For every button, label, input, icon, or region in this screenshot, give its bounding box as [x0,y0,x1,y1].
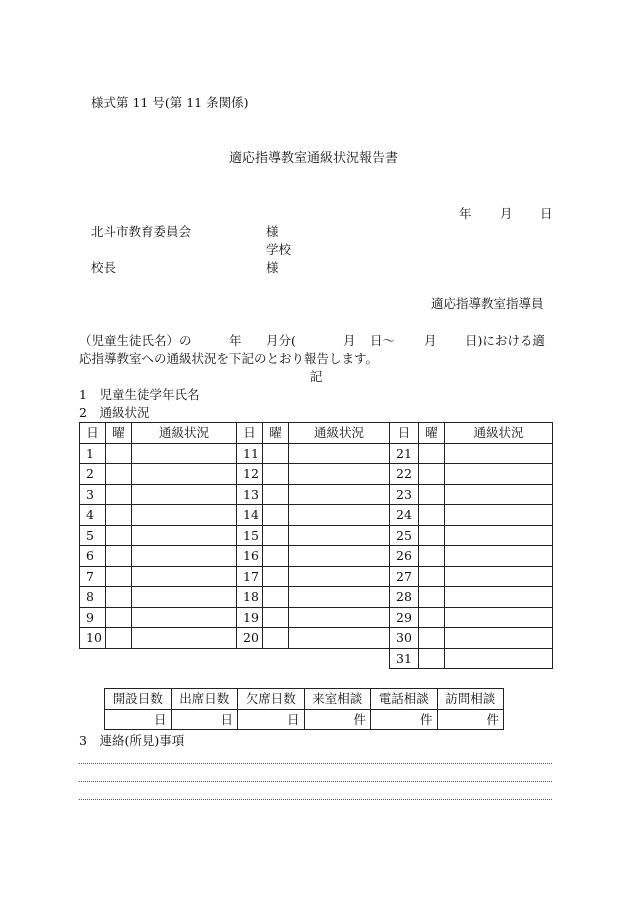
status-cell [445,546,553,567]
absence-days-value: 日 [238,709,305,730]
attendance-table [79,422,553,669]
principal-label: 校長 [91,260,117,275]
day-number: 10 [80,628,106,649]
attendance-row [80,628,553,649]
notes-line [79,781,552,782]
status-cell [445,484,553,505]
attendance-row [80,566,553,587]
status-cell [445,628,553,649]
day-number: 18 [237,587,263,608]
attendance-row [80,525,553,546]
day-number: 26 [390,546,419,567]
status-header: 通級状況 [132,423,237,444]
section-3-heading: 3 連絡(所見)事項 [79,733,185,748]
day-number: 2 [80,464,106,485]
attendance-row [80,484,553,505]
status-cell [132,443,237,464]
status-cell [132,484,237,505]
weekday-cell [419,484,445,505]
weekday-cell [106,464,132,485]
weekday-cell [419,546,445,567]
day-number: 1 [80,443,106,464]
body-day-end: 日)における適 [465,333,545,348]
day-number: 14 [237,505,263,526]
weekday-cell [419,464,445,485]
status-cell [445,525,553,546]
weekday-cell [106,546,132,567]
weekday-cell [263,505,289,526]
day-number: 5 [80,525,106,546]
blank-cell [80,648,390,669]
day-number: 13 [237,484,263,505]
day-number: 30 [390,628,419,649]
status-cell [132,607,237,628]
status-cell [289,546,390,567]
section-2-heading: 2 通級状況 [79,405,150,420]
status-cell [289,464,390,485]
ki-label: 記 [310,369,323,384]
status-cell [289,628,390,649]
day-number: 8 [80,587,106,608]
sender-title: 適応指導教室指導員 [431,296,544,311]
day-number: 31 [390,648,419,669]
section-1-heading: 1 児童生徒学年氏名 [79,387,200,402]
attendance-header-row [80,423,553,444]
day-number: 4 [80,505,106,526]
day-number: 19 [237,607,263,628]
status-cell [289,443,390,464]
absence-days-header: 欠席日数 [238,689,305,710]
body-month-end: 月 [424,333,437,348]
weekday-header: 曜 [263,423,289,444]
day-number: 7 [80,566,106,587]
weekday-cell [263,525,289,546]
weekday-header: 曜 [106,423,132,444]
weekday-cell [263,566,289,587]
day-number: 15 [237,525,263,546]
status-header: 通級状況 [289,423,390,444]
status-cell [289,566,390,587]
weekday-cell [263,443,289,464]
body-year: 年 [229,333,242,348]
status-cell [132,566,237,587]
status-cell [445,566,553,587]
attendance-row [80,505,553,526]
attendance-row [80,587,553,608]
day-header: 日 [390,423,419,444]
body-line-2: 応指導教室への通級状況を下記のとおり報告します。 [79,351,379,366]
visit-consult-value: 件 [304,709,371,730]
addressee-board: 北斗市教育委員会 [91,224,192,239]
weekday-cell [263,607,289,628]
date-day: 日 [540,206,553,221]
home-visit-header: 訪問相談 [437,689,504,710]
attendance-days-header: 出席日数 [171,689,238,710]
weekday-cell [106,525,132,546]
day-number: 25 [390,525,419,546]
day-number: 20 [237,628,263,649]
status-cell [132,628,237,649]
attendance-row [80,546,553,567]
summary-table [104,688,504,730]
weekday-cell [106,484,132,505]
status-cell [445,505,553,526]
summary-header-row [105,689,504,710]
summary-value-row [105,709,504,730]
weekday-cell [263,587,289,608]
status-cell [132,505,237,526]
attendance-row [80,464,553,485]
status-cell [132,464,237,485]
attendance-days-value: 日 [171,709,238,730]
status-cell [445,648,553,669]
day-number: 27 [390,566,419,587]
day-number: 12 [237,464,263,485]
status-cell [445,587,553,608]
status-cell [289,525,390,546]
status-cell [445,464,553,485]
opening-days-header: 開設日数 [105,689,172,710]
weekday-cell [419,505,445,526]
home-visit-value: 件 [437,709,504,730]
day-number: 29 [390,607,419,628]
status-cell [289,587,390,608]
weekday-cell [419,525,445,546]
status-cell [132,587,237,608]
status-header: 通級状況 [445,423,553,444]
weekday-cell [419,587,445,608]
weekday-cell [263,464,289,485]
day-number: 23 [390,484,419,505]
weekday-cell [263,484,289,505]
status-cell [132,546,237,567]
phone-consult-value: 件 [371,709,438,730]
day-number: 28 [390,587,419,608]
body-month-part: 月分( [266,333,296,348]
weekday-cell [106,628,132,649]
status-cell [289,505,390,526]
body-day-start: 日〜 [370,333,396,348]
school-label: 学校 [266,242,292,257]
status-cell [289,607,390,628]
day-number: 24 [390,505,419,526]
document-title: 適応指導教室通級状況報告書 [229,151,399,166]
weekday-cell [106,587,132,608]
weekday-cell [419,628,445,649]
weekday-cell [106,505,132,526]
day-number: 22 [390,464,419,485]
attendance-row [80,607,553,628]
day-number: 11 [237,443,263,464]
day-number: 17 [237,566,263,587]
day-number: 9 [80,607,106,628]
weekday-cell [263,546,289,567]
body-month-start: 月 [343,333,356,348]
attendance-row [80,443,553,464]
addressee-sama: 様 [266,224,279,239]
body-part-1: （児童生徒氏名）の [79,333,192,348]
notes-line [79,763,552,764]
day-header: 日 [237,423,263,444]
weekday-cell [419,566,445,587]
principal-sama: 様 [266,260,279,275]
day-number: 3 [80,484,106,505]
date-month: 月 [500,206,513,221]
date-year: 年 [459,206,472,221]
day-number: 21 [390,443,419,464]
weekday-cell [419,607,445,628]
attendance-row [80,648,553,669]
day-header: 日 [80,423,106,444]
form-number: 様式第 11 号(第 11 条関係) [91,95,249,110]
weekday-cell [106,566,132,587]
status-cell [445,607,553,628]
visit-consult-header: 来室相談 [304,689,371,710]
status-cell [132,525,237,546]
status-cell [445,443,553,464]
weekday-cell [106,607,132,628]
weekday-cell [263,628,289,649]
day-number: 16 [237,546,263,567]
weekday-cell [419,648,445,669]
phone-consult-header: 電話相談 [371,689,438,710]
status-cell [289,484,390,505]
opening-days-value: 日 [105,709,172,730]
weekday-cell [106,443,132,464]
day-number: 6 [80,546,106,567]
weekday-cell [419,443,445,464]
weekday-header: 曜 [419,423,445,444]
notes-line [79,799,552,800]
